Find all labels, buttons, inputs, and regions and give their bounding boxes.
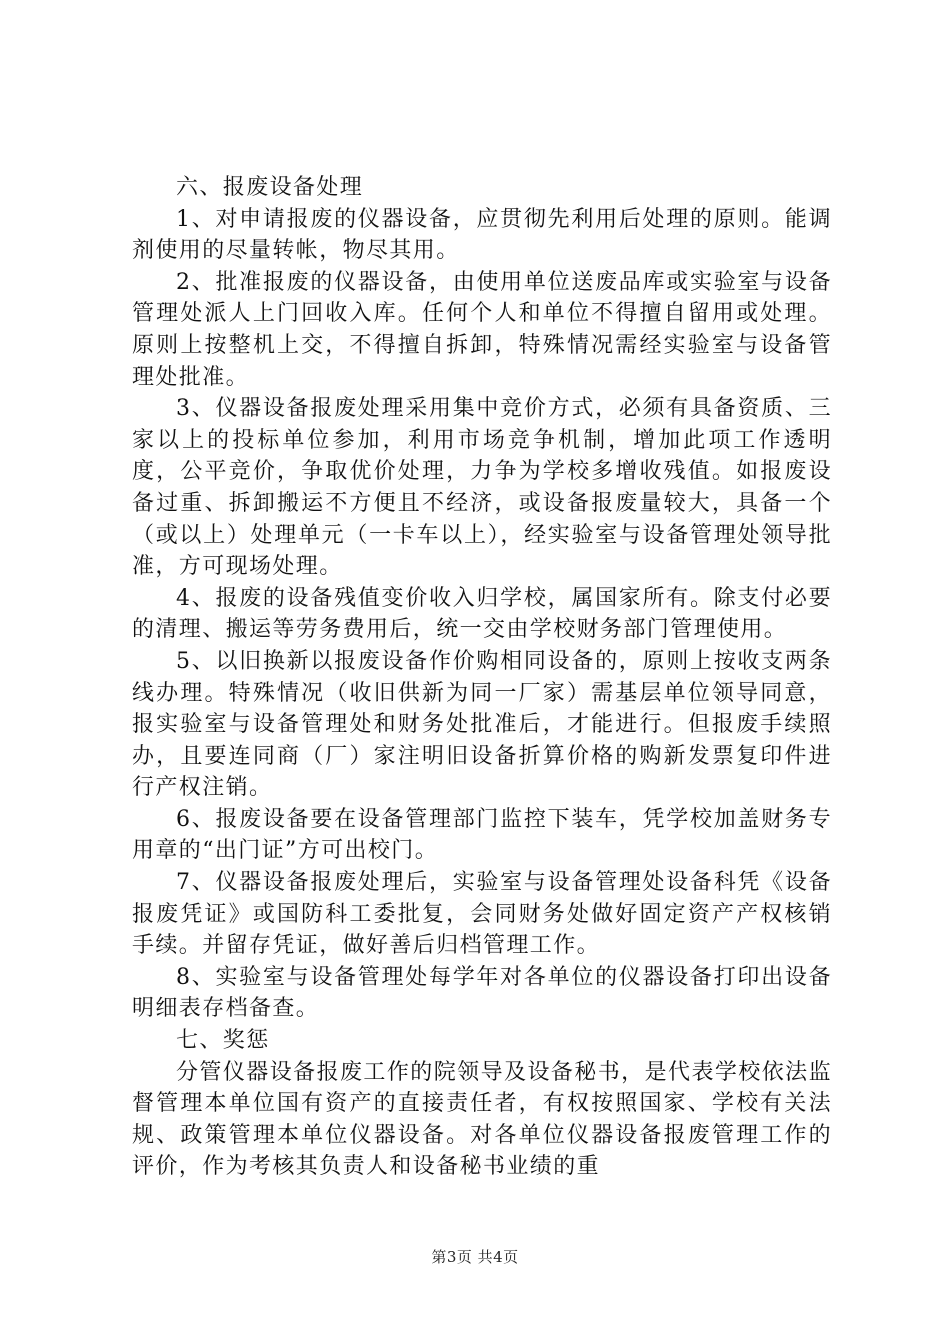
paragraph-item-2: 2、批准报废的仪器设备，由使用单位送废品库或实验室与设备管理处派人上门回收入库。任何个人和单位不得擅自留用或处理。原则上按整机上交，不得擅自拆卸，特殊情况需经实验室与设备管理处批准。 [132,269,832,390]
paragraph-item-4: 4、报废的设备残值变价收入归学校，属国家所有。除支付必要的清理、搬运等劳务费用后，统一交由学校财务部门管理使用。 [132,585,832,643]
paragraph-rewards-text: 分管仪器设备报废工作的院领导及设备秘书，是代表学校依法监督管理本单位国有资产的直接责任者，有权按照国家、学校有关法规、政策管理本单位仪器设备。对各单位仪器设备报废管理工作的评价，作为考核其负责人和设备秘书业绩的重 [132,1059,832,1180]
section-heading-rewards-penalties: 七、奖惩 [176,1028,270,1054]
paragraph-item-5: 5、以旧换新以报废设备作价购相同设备的，原则上按收支两条线办理。特殊情况（收旧供新为同一厂家）需基层单位领导同意，报实验室与设备管理处和财务处批准后，才能进行。但报废手续照办，且要连同商（厂）家注明旧设备折算价格的购新发票复印件进行产权注销。 [132,648,832,801]
section-heading-scrap-disposal: 六、报废设备处理 [176,175,364,200]
paragraph-item-7: 7、仪器设备报废处理后，实验室与设备管理处设备科凭《设备报废凭证》或国防科工委批复，会同财务处做好固定资产产权核销手续。并留存凭证，做好善后归档管理工作。 [132,870,832,959]
paragraph-item-1: 1、对申请报废的仪器设备，应贯彻先利用后处理的原则。能调剂使用的尽量转帐，物尽其用。 [132,206,832,264]
paragraph-item-3: 3、仪器设备报废处理采用集中竞价方式，必须有具备资质、三家以上的投标单位参加，利用市场竞争机制，增加此项工作透明度，公平竞价，争取优价处理，力争为学校多增收残值。如报废设备过重、拆卸搬运不方便且不经济，或设备报废量较大，具备一个（或以上）处理单元（一卡车以上），经实验室与设备管理处领导批准，方可现场处理。 [132,396,832,580]
document-body [132,172,832,1183]
paragraph-item-6: 6、报废设备要在设备管理部门监控下装车，凭学校加盖财务专用章的“出门证”方可出校门。 [132,806,832,864]
paragraph-item-8: 8、实验室与设备管理处每学年对各单位的仪器设备打印出设备明细表存档备查。 [132,964,832,1022]
page-number-footer: 第3页 共4页 [431,1248,519,1266]
